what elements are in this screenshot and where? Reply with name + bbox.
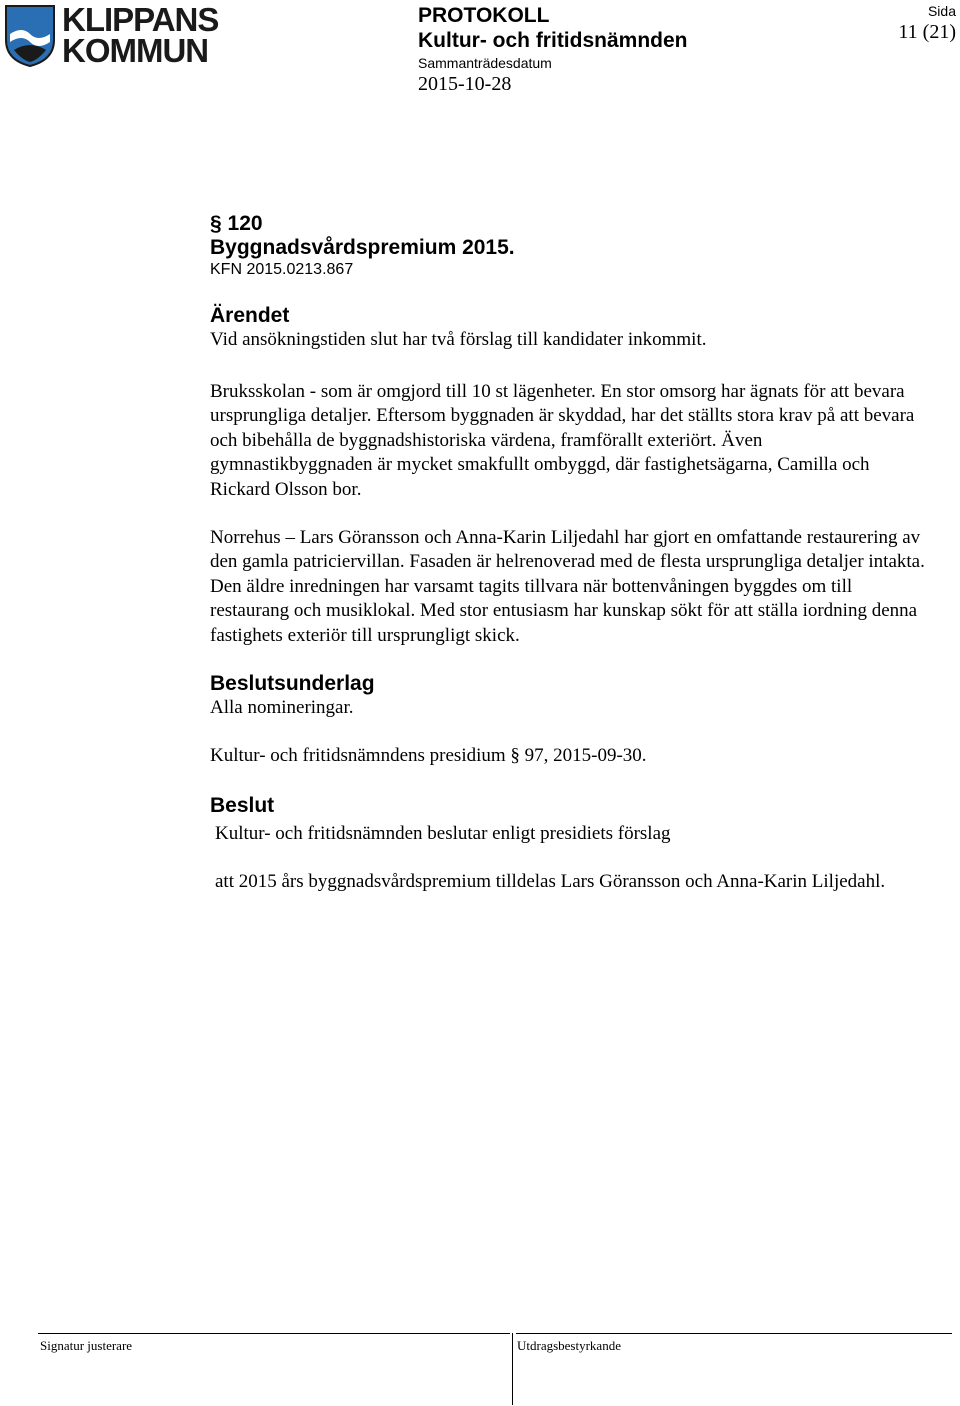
arendet-paragraph-3: Norrehus – Lars Göransson och Anna-Karin Liljedahl har gjort en omfattande restaurering av den gamla patriciervillan. Fasaden är helrenoverad med de flesta ursprungliga detaljer intakta. Den äldre inredningen har varsamt tagits tillvara när bottenvåningen byggdes om till restaurang och musiklokal. Med stor entusiasm har kunskap sökt för att ställa iordning denna fastighets exteriör till ursprungligt skick. bbox=[210, 527, 925, 646]
board-name: Kultur- och fritidsnämnden bbox=[418, 29, 688, 52]
beslut-body bbox=[215, 822, 915, 895]
municipality-logo bbox=[4, 1, 219, 69]
meeting-date-label: Sammanträdesdatum bbox=[418, 55, 552, 71]
beslutsunderlag-line-1: Alla nomineringar. bbox=[210, 697, 354, 718]
section-heading-beslut: Beslut bbox=[210, 794, 275, 817]
page-info bbox=[898, 2, 956, 44]
item-number: § 120 bbox=[210, 212, 263, 235]
beslut-paragraph-2: att 2015 års byggnadsvårdspremium tilldelas Lars Göransson och Anna-Karin Liljedahl. bbox=[215, 871, 886, 893]
beslut-paragraph-1: Kultur- och fritidsnämnden beslutar enligt presidiets förslag bbox=[215, 823, 671, 844]
footer-rule-right bbox=[516, 1333, 952, 1334]
section-beslut bbox=[210, 794, 940, 818]
arendet-paragraph-2-block bbox=[210, 380, 926, 502]
document-type: PROTOKOLL bbox=[418, 4, 550, 27]
document-header bbox=[418, 4, 688, 96]
logo-text-line2: KOMMUN bbox=[62, 32, 209, 69]
signature-label: Signatur justerare bbox=[40, 1338, 133, 1353]
arendet-paragraph-2: Bruksskolan - som är omgjord till 10 st lägenheter. En stor omsorg har ägnats för att bevara ursprungliga detaljer. Eftersom byggnaden är skyddad, har det ställts stora krav på att bevara och bibehålla de byggnadshistoriska värdena, framförallt exteriört. Även gymnastikbyggnaden är mycket smakfullt ombyggd, där fastighetsägarna, Camilla och Rickard Olsson bor. bbox=[210, 381, 915, 500]
section-beslutsunderlag bbox=[210, 672, 940, 769]
page-label: Sida bbox=[927, 3, 956, 19]
item-title: Byggnadsvårdspremium 2015. bbox=[210, 236, 515, 259]
page-number: 11 (21) bbox=[898, 21, 956, 43]
arendet-paragraph-1: Vid ansökningstiden slut har två förslag till kandidater inkommit. bbox=[210, 329, 707, 350]
section-arendet bbox=[210, 304, 940, 352]
footer-rule-left bbox=[38, 1333, 510, 1334]
coat-of-arms-icon bbox=[4, 4, 56, 68]
section-heading-beslutsunderlag: Beslutsunderlag bbox=[210, 672, 375, 695]
extract-label: Utdragsbestyrkande bbox=[517, 1338, 621, 1353]
section-heading-arendet: Ärendet bbox=[210, 304, 290, 327]
case-number: KFN 2015.0213.867 bbox=[210, 261, 354, 278]
arendet-paragraph-3-block bbox=[210, 526, 926, 648]
footer-divider bbox=[512, 1333, 513, 1405]
meeting-date: 2015-10-28 bbox=[418, 73, 512, 95]
item-heading bbox=[210, 212, 940, 280]
beslutsunderlag-line-2: Kultur- och fritidsnämndens presidium § 97, 2015-09-30. bbox=[210, 745, 647, 767]
logo-text-line1: KLIPPANS bbox=[62, 1, 219, 38]
